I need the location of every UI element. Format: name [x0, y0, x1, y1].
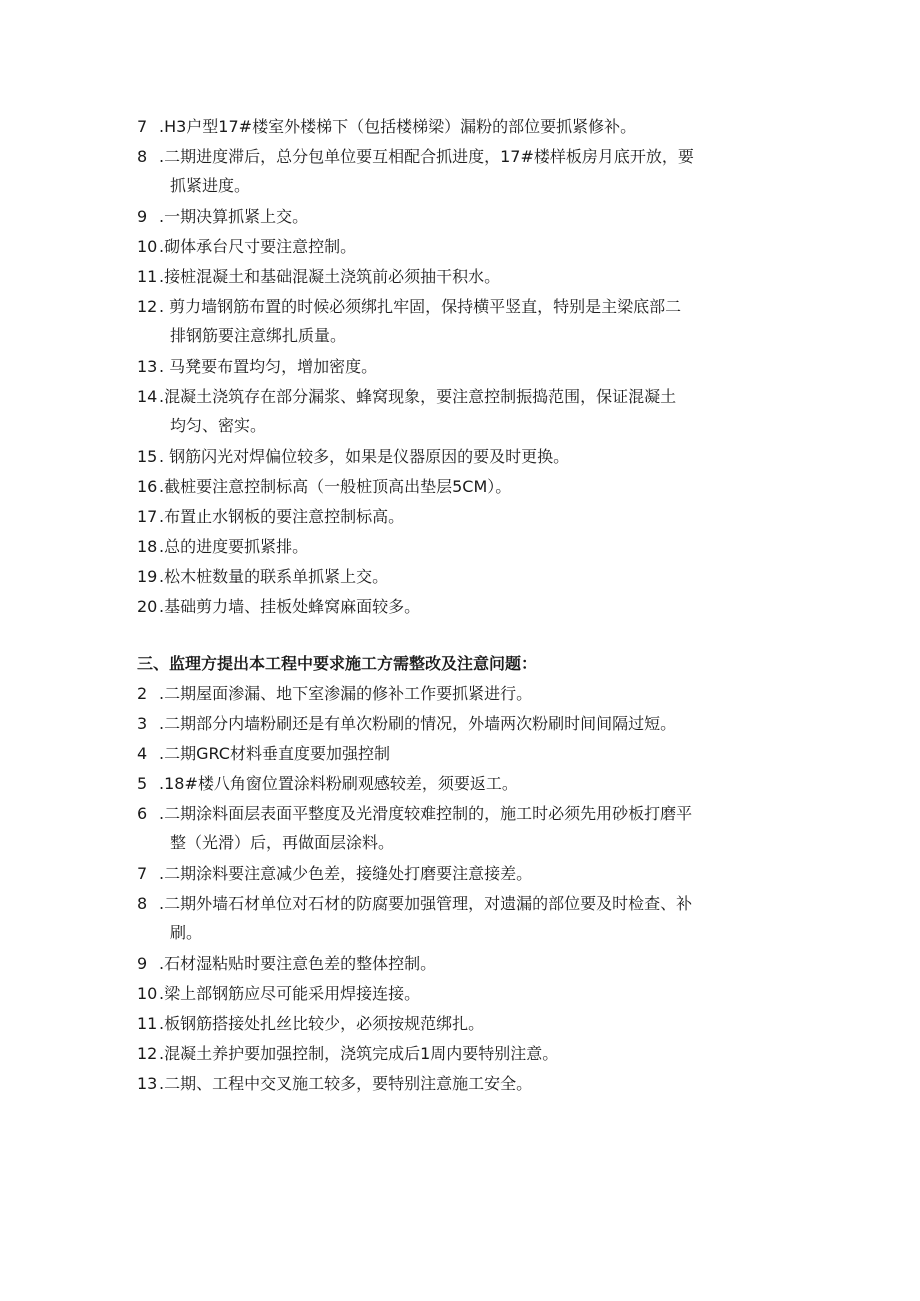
item-number: 12	[137, 297, 158, 316]
list-item	[137, 709, 787, 738]
item-number: 3	[137, 714, 148, 733]
item-number: 4	[137, 744, 148, 763]
list-item	[137, 592, 787, 621]
item-text-continuation: 抓紧进度。	[170, 176, 251, 195]
list-item	[137, 739, 787, 768]
list-item	[137, 502, 787, 531]
list-item	[137, 262, 787, 291]
item-number: 9	[137, 207, 148, 226]
item-text: .梁上部钢筋应尽可能采用焊接连接。	[159, 984, 421, 1003]
item-number: 7	[137, 117, 148, 136]
item-text-continuation: 刷。	[170, 923, 203, 942]
item-number: 13	[137, 1074, 158, 1093]
item-text: .H3户型17#楼室外楼梯下（包括楼梯梁）漏粉的部位要抓紧修补。	[159, 117, 637, 136]
item-text: .二期涂料要注意减少色差，接缝处打磨要注意接差。	[159, 864, 533, 883]
item-text: .二期外墙石材单位对石材的防腐要加强管理，对遗漏的部位要及时检查、补	[159, 894, 693, 913]
section-heading: 三、监理方提出本工程中要求施工方需整改及注意问题：	[137, 654, 538, 673]
item-number: 7	[137, 864, 148, 883]
list-item	[137, 799, 787, 857]
list-item	[137, 679, 787, 708]
list-item	[137, 1039, 787, 1068]
item-number: 8	[137, 894, 148, 913]
item-number: 10	[137, 984, 158, 1003]
item-number: 11	[137, 267, 158, 286]
item-number: 13	[137, 357, 158, 376]
list-item	[137, 1069, 787, 1098]
item-text: . 剪力墙钢筋布置的时候必须绑扎牢固，保持横平竖直，特别是主梁底部二	[159, 297, 682, 316]
item-number: 17	[137, 507, 158, 526]
item-number: 6	[137, 804, 148, 823]
item-text: .石材湿粘贴时要注意色差的整体控制。	[159, 954, 437, 973]
list-item	[137, 442, 787, 471]
list-item	[137, 292, 787, 350]
item-text: . 钢筋闪光对焊偏位较多，如果是仪器原因的要及时更换。	[159, 447, 570, 466]
list-item	[137, 382, 787, 440]
item-number: 11	[137, 1014, 158, 1033]
list-item	[137, 352, 787, 381]
list-item	[137, 1009, 787, 1038]
item-text: .二期、工程中交叉施工较多，要特别注意施工安全。	[159, 1074, 533, 1093]
list-item	[137, 949, 787, 978]
item-text: . 马凳要布置均匀，增加密度。	[159, 357, 378, 376]
list-item	[137, 769, 787, 798]
list-item	[137, 979, 787, 1008]
list-item	[137, 532, 787, 561]
list-item	[137, 859, 787, 888]
item-number: 15	[137, 447, 158, 466]
item-text: .18#楼八角窗位置涂料粉刷观感较差，须要返工。	[159, 774, 518, 793]
item-text-continuation: 排钢筋要注意绑扎质量。	[170, 326, 347, 345]
item-number: 10	[137, 237, 158, 256]
item-number: 14	[137, 387, 158, 406]
item-text: .松木桩数量的联系单抓紧上交。	[159, 567, 389, 586]
item-text: .混凝土养护要加强控制，浇筑完成后1周内要特别注意。	[159, 1044, 559, 1063]
item-text-continuation: 均匀、密实。	[170, 416, 267, 435]
item-text: .一期决算抓紧上交。	[159, 207, 309, 226]
list-item	[137, 142, 787, 200]
list-item	[137, 472, 787, 501]
item-number: 9	[137, 954, 148, 973]
item-text: .二期涂料面层表面平整度及光滑度较难控制的，施工时必须先用砂板打磨平	[159, 804, 693, 823]
item-number: 5	[137, 774, 148, 793]
item-text-continuation: 整（光滑）后，再做面层涂料。	[170, 833, 395, 852]
item-text: .布置止水钢板的要注意控制标高。	[159, 507, 405, 526]
list-item	[137, 232, 787, 261]
item-number: 12	[137, 1044, 158, 1063]
list-item	[137, 112, 787, 141]
item-text: .二期GRC材料垂直度要加强控制	[159, 744, 390, 763]
item-number: 2	[137, 684, 148, 703]
item-text: .二期进度滞后，总分包单位要互相配合抓进度，17#楼样板房月底开放，要	[159, 147, 694, 166]
item-text: .截桩要注意控制标高（一般桩顶高出垫层5CM）。	[159, 477, 512, 496]
item-text: .混凝土浇筑存在部分漏浆、蜂窝现象，要注意控制振捣范围，保证混凝土	[159, 387, 677, 406]
item-text: .二期部分内墙粉刷还是有单次粉刷的情况，外墙两次粉刷时间间隔过短。	[159, 714, 677, 733]
item-text: .接桩混凝土和基础混凝土浇筑前必须抽干积水。	[159, 267, 501, 286]
item-number: 19	[137, 567, 158, 586]
item-number: 20	[137, 597, 158, 616]
item-number: 16	[137, 477, 158, 496]
list-item	[137, 889, 787, 947]
item-number: 8	[137, 147, 148, 166]
list-item	[137, 202, 787, 231]
list-item	[137, 562, 787, 591]
item-text: .总的进度要抓紧排。	[159, 537, 309, 556]
item-text: .砌体承台尺寸要注意控制。	[159, 237, 357, 256]
item-number: 18	[137, 537, 158, 556]
item-text: .二期屋面渗漏、地下室渗漏的修补工作要抓紧进行。	[159, 684, 533, 703]
item-text: .板钢筋搭接处扎丝比较少，必须按规范绑扎。	[159, 1014, 485, 1033]
item-text: .基础剪力墙、挂板处蜂窝麻面较多。	[159, 597, 421, 616]
